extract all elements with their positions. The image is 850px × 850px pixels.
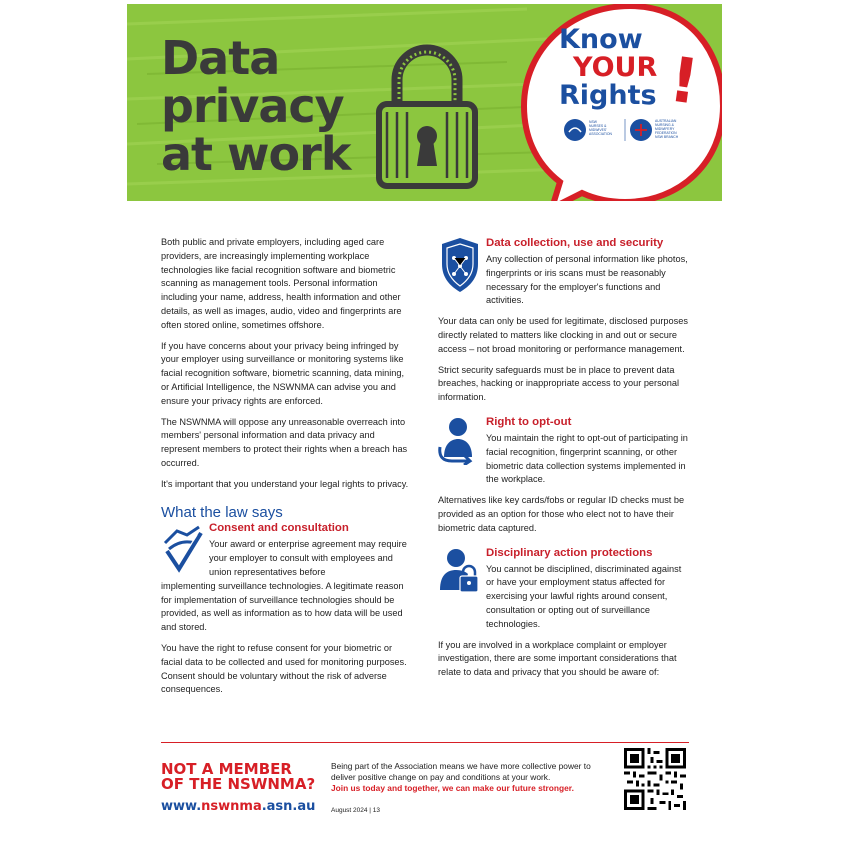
logo-text: NURSING & [655,123,674,127]
section-title: Disciplinary action protections [486,546,653,559]
logo-text: AUSTRALIAN [655,119,677,123]
section-title: Right to opt-out [486,415,572,428]
membership-blurb [331,761,611,794]
shield-icon [438,236,482,294]
person-padlock-icon [438,546,482,596]
exclamation-mark: ! [665,42,704,119]
hero-banner [127,4,722,201]
data-collection-section [438,236,690,405]
section-paragraph: Strict security safeguards must be in place to prevent data breaches, hacking or inappropriate access to your personal information. [438,364,680,403]
member-line: NOT A MEMBER [161,760,292,778]
section-paragraph: You have the right to refuse consent for your biometric or facial data to be collected and used for monitoring purposes. Consent should be voluntary without the risk of adverse consequences. [161,642,407,695]
logo-text: NSW BRANCH [655,135,679,139]
section-paragraph: If you are involved in a workplace complaint or employer investigation, there are some important considerations that relate to data and privacy that you should be aware of: [438,639,677,678]
title-line: privacy [161,79,344,133]
association-logos [563,117,693,143]
badge-line: YOUR [573,52,658,83]
intro-paragraph: The NSWNMA will oppose any unreasonable overreach into members' personal information and data privacy and represent members to protect their rights when a breach has occurred. [161,416,408,468]
title-line: Data [161,31,280,85]
section-paragraph: implementing surveillance technologies. A legitimate reason for implementation of surveillance technologies should be provided, as well as information as to how data will be used and stored. [161,580,404,633]
section-lead: You maintain the right to opt-out of participating in facial recognition, fingerprint scanning, or other biometric data collection systems implemented in the workplace. [486,432,688,485]
badge-line: Know [559,24,643,55]
left-column [161,236,411,704]
page [127,4,722,846]
badge-line: Rights [559,80,657,111]
section-title: Consent and consultation [209,522,349,535]
right-column [438,236,690,687]
section-lead: You cannot be disciplined, discriminated against or have your employment status affected for exercising your lawful rights around consent, consultation or opting out of surveillance technologies. [486,563,682,629]
intro-paragraph: If you have concerns about your privacy being infringed by your employer using surveillance or monitoring systems like facial recognition software, biometric scanning, data mining, or Artificial Intelligence, the NSWNMA can advise you and ensure your privacy rights are enforced. [161,340,405,406]
url-part: www. [161,799,202,814]
consent-section [161,521,411,697]
logo-text: NSW [589,120,597,124]
logo-text: MIDWIVES' [589,128,607,132]
website-link[interactable] [161,799,315,814]
disciplinary-section [438,546,690,680]
section-lead: Any collection of personal information like photos, fingerprints or iris scans must be reasonably necessary for the employer's functions and activities. [486,254,688,306]
handshake-check-icon [161,521,205,573]
blurb-text: Being part of the Association means we have more collective power to deliver positive change on pay and conditions at your work. [331,761,591,782]
page-title [161,31,351,181]
opt-out-section [438,415,690,536]
section-paragraph: Alternatives like key cards/fobs or regular ID checks must be provided as an option for those who elect not to have their biometric data captured. [438,495,685,533]
section-paragraph: Your data can only be used for legitimate, disclosed purposes directly related to matters like clocking in and out or secure access – not broad monitoring or performance management. [438,316,688,354]
issue-date: August 2024 | 13 [331,807,381,814]
section-title: Data collection, use and security [486,237,664,249]
logo-text: FEDERATION [655,131,677,135]
person-opt-out-icon [438,415,482,465]
logo-text: NURSES & [589,124,607,128]
qr-code-icon[interactable] [624,748,686,810]
join-text: Join us today and together, we can make our future stronger. [331,783,574,793]
logo-text: MIDWIFERY [655,127,675,131]
member-line: OF THE NSWNMA? [161,775,316,793]
title-line: at work [161,127,351,181]
intro-paragraph: It's important that you understand your legal rights to privacy. [161,478,409,489]
intro-paragraph: Both public and private employers, including aged care providers, are increasingly implementing workplace technologies like facial recognition software and biometric scanning as management tools. Personal information including your name, address, health information and other details, as well as images, audio, video and fingerprints are often stored online, sometimes offshore. [161,237,402,330]
law-heading: What the law says [161,503,283,521]
url-part: nswnma [201,799,262,814]
logo-text: ASSOCIATION [589,132,612,136]
not-a-member-heading [161,762,315,792]
padlock-icon [375,40,479,190]
url-part: .asn.au [261,799,316,814]
section-lead: Your award or enterprise agreement may require your employer to consult with employees and union representatives before [209,539,407,577]
footer-divider [161,742,689,743]
